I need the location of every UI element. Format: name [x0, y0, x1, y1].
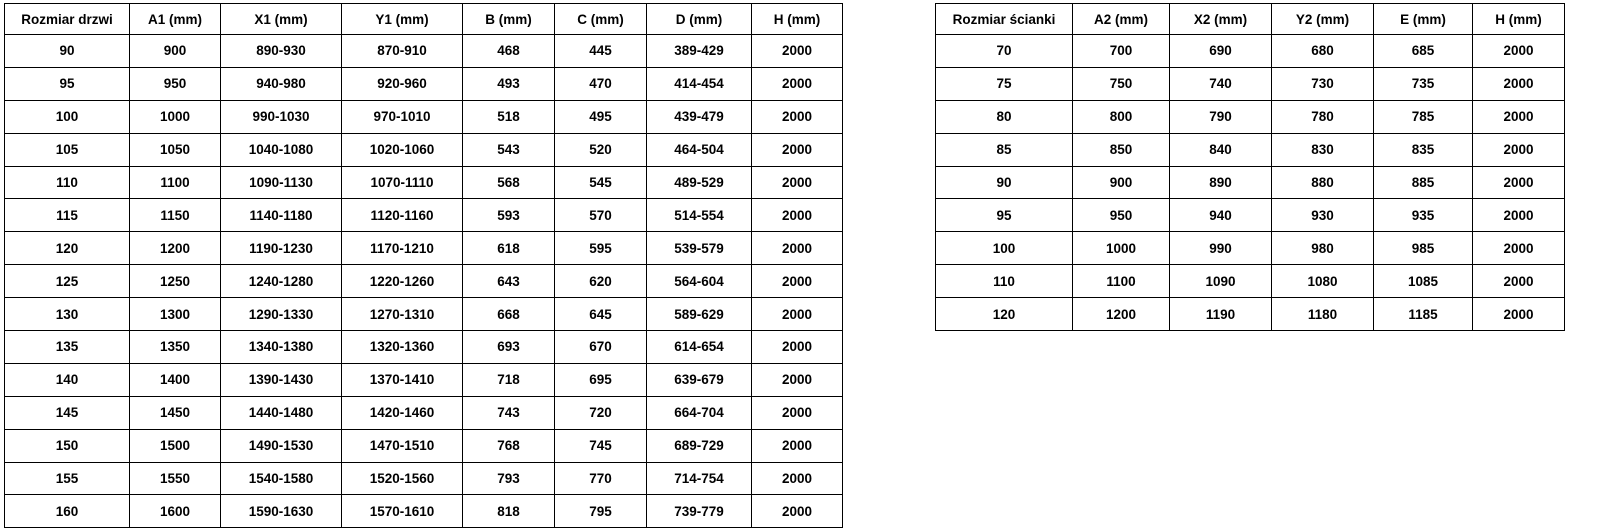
table-cell: 595 [555, 232, 647, 265]
table-cell: 1080 [1272, 265, 1374, 298]
table-cell: 1290-1330 [221, 298, 342, 331]
table-cell: 768 [463, 429, 555, 462]
table-row [5, 166, 843, 199]
table-cell: 689-729 [647, 429, 752, 462]
table-cell: 95 [936, 199, 1073, 232]
table-cell: 539-579 [647, 232, 752, 265]
table-cell: 2000 [752, 462, 843, 495]
table-cell: 445 [555, 35, 647, 68]
table-cell: 685 [1374, 35, 1473, 68]
table-cell: 639-679 [647, 363, 752, 396]
table-cell: 985 [1374, 232, 1473, 265]
table-cell: 1490-1530 [221, 429, 342, 462]
table-cell: 780 [1272, 100, 1374, 133]
table-cell: 1320-1360 [342, 331, 463, 364]
table-cell: 1500 [130, 429, 221, 462]
table-cell: 155 [5, 462, 130, 495]
table-cell: 2000 [752, 166, 843, 199]
table-cell: 140 [5, 363, 130, 396]
table-row [936, 133, 1565, 166]
table-cell: 1470-1510 [342, 429, 463, 462]
table-cell: 740 [1170, 67, 1272, 100]
table-row [936, 35, 1565, 68]
table-cell: 1450 [130, 396, 221, 429]
table-cell: 1550 [130, 462, 221, 495]
table-cell: 970-1010 [342, 100, 463, 133]
table-cell: 135 [5, 331, 130, 364]
column-header: X1 (mm) [221, 4, 342, 35]
table-cell: 1240-1280 [221, 265, 342, 298]
table-row [5, 67, 843, 100]
table-cell: 2000 [1473, 100, 1565, 133]
table-cell: 1085 [1374, 265, 1473, 298]
table-cell: 793 [463, 462, 555, 495]
table-cell: 1300 [130, 298, 221, 331]
table-cell: 593 [463, 199, 555, 232]
table-row [936, 298, 1565, 331]
table-cell: 1090-1130 [221, 166, 342, 199]
column-header: A2 (mm) [1073, 4, 1170, 35]
table-cell: 589-629 [647, 298, 752, 331]
table-row [5, 429, 843, 462]
table-cell: 1600 [130, 495, 221, 528]
table-cell: 2000 [752, 133, 843, 166]
table-cell: 1340-1380 [221, 331, 342, 364]
table-cell: 745 [555, 429, 647, 462]
table-cell: 695 [555, 363, 647, 396]
table-row [936, 232, 1565, 265]
table-cell: 1570-1610 [342, 495, 463, 528]
table-cell: 1370-1410 [342, 363, 463, 396]
table-cell: 830 [1272, 133, 1374, 166]
table-cell: 1150 [130, 199, 221, 232]
table-cell: 145 [5, 396, 130, 429]
table-cell: 1590-1630 [221, 495, 342, 528]
table-cell: 493 [463, 67, 555, 100]
column-header: B (mm) [463, 4, 555, 35]
table-row [5, 232, 843, 265]
table-cell: 2000 [1473, 35, 1565, 68]
table-row [5, 298, 843, 331]
table-cell: 520 [555, 133, 647, 166]
table-row [5, 35, 843, 68]
table-cell: 818 [463, 495, 555, 528]
table-cell: 90 [936, 166, 1073, 199]
table-cell: 115 [5, 199, 130, 232]
table-cell: 1100 [1073, 265, 1170, 298]
table-cell: 620 [555, 265, 647, 298]
table-row [936, 100, 1565, 133]
table-cell: 468 [463, 35, 555, 68]
table-cell: 1190 [1170, 298, 1272, 331]
column-header: Rozmiar ścianki [936, 4, 1073, 35]
table-cell: 1270-1310 [342, 298, 463, 331]
table-row [5, 363, 843, 396]
table-cell: 950 [130, 67, 221, 100]
table-cell: 120 [5, 232, 130, 265]
table-cell: 2000 [752, 429, 843, 462]
table-cell: 700 [1073, 35, 1170, 68]
table-row [5, 100, 843, 133]
table-cell: 1200 [130, 232, 221, 265]
table-cell: 150 [5, 429, 130, 462]
table-cell: 618 [463, 232, 555, 265]
table-cell: 885 [1374, 166, 1473, 199]
table-cell: 668 [463, 298, 555, 331]
table-cell: 414-454 [647, 67, 752, 100]
column-header: H (mm) [752, 4, 843, 35]
table-cell: 1200 [1073, 298, 1170, 331]
table-cell: 2000 [752, 199, 843, 232]
table-cell: 790 [1170, 100, 1272, 133]
table-cell: 2000 [1473, 298, 1565, 331]
table-cell: 85 [936, 133, 1073, 166]
column-header: Rozmiar drzwi [5, 4, 130, 35]
table-cell: 770 [555, 462, 647, 495]
column-header: X2 (mm) [1170, 4, 1272, 35]
table-cell: 100 [5, 100, 130, 133]
table-row [936, 265, 1565, 298]
table-cell: 1220-1260 [342, 265, 463, 298]
table-cell: 489-529 [647, 166, 752, 199]
table-row [5, 331, 843, 364]
column-header: E (mm) [1374, 4, 1473, 35]
table-row [936, 67, 1565, 100]
column-header: H (mm) [1473, 4, 1565, 35]
table-header-row [936, 4, 1565, 35]
table-cell: 880 [1272, 166, 1374, 199]
table-cell: 495 [555, 100, 647, 133]
column-header: Y1 (mm) [342, 4, 463, 35]
walls-table-container [935, 3, 1565, 331]
column-header: C (mm) [555, 4, 647, 35]
table-cell: 2000 [752, 495, 843, 528]
table-cell: 80 [936, 100, 1073, 133]
table-cell: 750 [1073, 67, 1170, 100]
table-row [5, 199, 843, 232]
table-cell: 870-910 [342, 35, 463, 68]
table-cell: 120 [936, 298, 1073, 331]
table-cell: 835 [1374, 133, 1473, 166]
table-cell: 990-1030 [221, 100, 342, 133]
table-cell: 950 [1073, 199, 1170, 232]
table-cell: 718 [463, 363, 555, 396]
table-cell: 743 [463, 396, 555, 429]
column-header: Y2 (mm) [1272, 4, 1374, 35]
table-cell: 545 [555, 166, 647, 199]
table-cell: 614-654 [647, 331, 752, 364]
table-cell: 1400 [130, 363, 221, 396]
table-cell: 800 [1073, 100, 1170, 133]
table-cell: 110 [5, 166, 130, 199]
table-cell: 714-754 [647, 462, 752, 495]
table-cell: 2000 [752, 363, 843, 396]
table-cell: 1120-1160 [342, 199, 463, 232]
table-cell: 720 [555, 396, 647, 429]
table-cell: 95 [5, 67, 130, 100]
table-cell: 900 [1073, 166, 1170, 199]
table-cell: 1180 [1272, 298, 1374, 331]
table-cell: 935 [1374, 199, 1473, 232]
table-cell: 2000 [1473, 265, 1565, 298]
table-cell: 564-604 [647, 265, 752, 298]
table-cell: 1000 [1073, 232, 1170, 265]
table-cell: 90 [5, 35, 130, 68]
table-row [5, 495, 843, 528]
table-cell: 890 [1170, 166, 1272, 199]
column-header: A1 (mm) [130, 4, 221, 35]
table-cell: 670 [555, 331, 647, 364]
table-cell: 850 [1073, 133, 1170, 166]
table-cell: 643 [463, 265, 555, 298]
table-cell: 1090 [1170, 265, 1272, 298]
table-cell: 568 [463, 166, 555, 199]
table-cell: 1170-1210 [342, 232, 463, 265]
table-cell: 1520-1560 [342, 462, 463, 495]
table-cell: 680 [1272, 35, 1374, 68]
table-cell: 470 [555, 67, 647, 100]
table-row [5, 396, 843, 429]
table-cell: 110 [936, 265, 1073, 298]
table-cell: 920-960 [342, 67, 463, 100]
table-cell: 980 [1272, 232, 1374, 265]
table-cell: 645 [555, 298, 647, 331]
table-cell: 1050 [130, 133, 221, 166]
table-row [936, 199, 1565, 232]
table-cell: 2000 [752, 100, 843, 133]
column-header: D (mm) [647, 4, 752, 35]
table-cell: 2000 [752, 67, 843, 100]
table-cell: 840 [1170, 133, 1272, 166]
table-cell: 735 [1374, 67, 1473, 100]
table-cell: 514-554 [647, 199, 752, 232]
table-header-row [5, 4, 843, 35]
table-cell: 439-479 [647, 100, 752, 133]
table-cell: 464-504 [647, 133, 752, 166]
table-cell: 1190-1230 [221, 232, 342, 265]
table-cell: 693 [463, 331, 555, 364]
table-cell: 795 [555, 495, 647, 528]
table-cell: 2000 [752, 396, 843, 429]
table-cell: 160 [5, 495, 130, 528]
table-cell: 130 [5, 298, 130, 331]
table-cell: 570 [555, 199, 647, 232]
table-cell: 105 [5, 133, 130, 166]
table-row [5, 133, 843, 166]
table-cell: 990 [1170, 232, 1272, 265]
table-cell: 2000 [752, 331, 843, 364]
table-cell: 785 [1374, 100, 1473, 133]
table-cell: 730 [1272, 67, 1374, 100]
table-cell: 125 [5, 265, 130, 298]
table-cell: 2000 [1473, 199, 1565, 232]
table-cell: 940 [1170, 199, 1272, 232]
table-cell: 389-429 [647, 35, 752, 68]
walls-dimensions-table [935, 3, 1565, 331]
table-cell: 900 [130, 35, 221, 68]
table-cell: 1000 [130, 100, 221, 133]
table-cell: 1100 [130, 166, 221, 199]
doors-dimensions-table [4, 3, 843, 528]
table-cell: 1540-1580 [221, 462, 342, 495]
table-cell: 75 [936, 67, 1073, 100]
table-cell: 1390-1430 [221, 363, 342, 396]
table-cell: 2000 [752, 35, 843, 68]
table-cell: 2000 [1473, 67, 1565, 100]
table-cell: 1020-1060 [342, 133, 463, 166]
table-cell: 2000 [1473, 232, 1565, 265]
table-cell: 1350 [130, 331, 221, 364]
table-cell: 1250 [130, 265, 221, 298]
table-cell: 890-930 [221, 35, 342, 68]
table-cell: 1420-1460 [342, 396, 463, 429]
table-cell: 1140-1180 [221, 199, 342, 232]
table-row [5, 265, 843, 298]
table-cell: 930 [1272, 199, 1374, 232]
table-cell: 1440-1480 [221, 396, 342, 429]
table-row [5, 462, 843, 495]
table-cell: 1040-1080 [221, 133, 342, 166]
table-cell: 2000 [752, 232, 843, 265]
doors-table-container [4, 3, 843, 528]
table-cell: 2000 [1473, 166, 1565, 199]
table-cell: 2000 [1473, 133, 1565, 166]
table-row [936, 166, 1565, 199]
table-cell: 1070-1110 [342, 166, 463, 199]
table-cell: 739-779 [647, 495, 752, 528]
table-cell: 1185 [1374, 298, 1473, 331]
table-cell: 940-980 [221, 67, 342, 100]
table-cell: 100 [936, 232, 1073, 265]
table-cell: 70 [936, 35, 1073, 68]
table-cell: 2000 [752, 298, 843, 331]
table-cell: 664-704 [647, 396, 752, 429]
table-cell: 543 [463, 133, 555, 166]
table-cell: 690 [1170, 35, 1272, 68]
table-cell: 2000 [752, 265, 843, 298]
table-cell: 518 [463, 100, 555, 133]
